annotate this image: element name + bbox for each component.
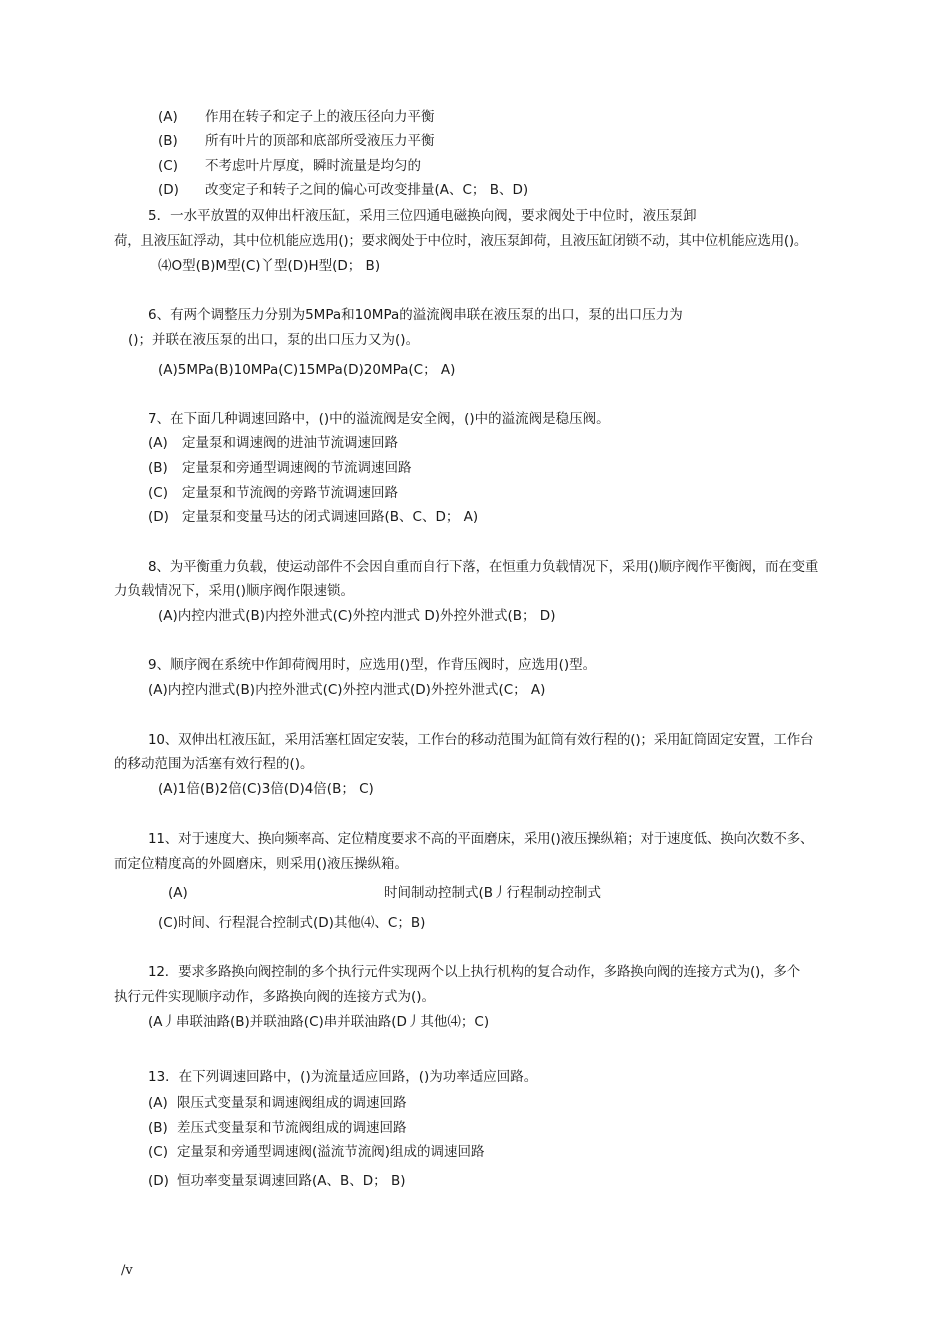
question-5-options: ⑷O型(B)M型(C)丫型(D)H型(D； B) — [158, 258, 381, 274]
option-label: (A) — [168, 885, 188, 901]
option-text: 差压式变量泵和节流阀组成的调速回路 — [177, 1120, 407, 1136]
option-label: (D) — [148, 1173, 169, 1189]
list-item — [148, 1119, 407, 1137]
question-7-text: 7、在下面几种调速回路中，()中的溢流阀是安全阀，()中的溢流阀是稳压阀。 — [148, 411, 610, 427]
question-8-text-cont: 力负载情况下，采用()顺序阀作限速锁。 — [114, 583, 355, 599]
list-item — [158, 132, 435, 150]
page-footer: /v — [121, 1263, 133, 1278]
list-item — [158, 157, 421, 175]
option-text: 时间制动控制式(B丿行程制动控制式 — [384, 885, 602, 901]
question-11-text: 11、对于速度大、换向频率高、定位精度要求不高的平面磨床，采用()液压操纵箱；对于速度低、换向次数不多、 — [148, 831, 814, 847]
option-label: (C) — [148, 485, 168, 501]
list-item — [148, 1143, 485, 1161]
question-13-text: 13．在下列调速回路中，()为流量适应回路，()为功率适应回路。 — [148, 1069, 538, 1085]
list-item — [148, 459, 412, 477]
option-text: 定量泵和旁通型调速阀(溢流节流阀)组成的调速回路 — [177, 1144, 485, 1160]
question-9-options: (A)内控内泄式(B)内控外泄式(C)外控内泄式(D)外控外泄式(C； A) — [148, 682, 546, 698]
list-item — [148, 508, 478, 526]
question-6-text-cont: ()；并联在液压泵的出口，泵的出口压力又为()。 — [128, 332, 420, 348]
option-text: 作用在转子和定子上的液压径向力平衡 — [205, 109, 435, 125]
question-8-text: 8、为平衡重力负载，使运动部件不会因自重而自行下落，在恒重力负载情况下，采用()顺序阀作平衡阀，而在变重 — [148, 559, 819, 575]
list-item — [148, 434, 398, 452]
list-item — [148, 484, 398, 502]
question-6-options: (A)5MPa(B)10MPa(C)15MPa(D)20MPa(C； A) — [158, 362, 456, 378]
option-label: (A) — [148, 1095, 168, 1111]
question-11-text-cont: 而定位精度高的外圆磨床，则采用()液压操纵箱。 — [114, 856, 409, 872]
question-5-text-cont: 荷，且液压缸浮动，其中位机能应选用()；要求阀处于中位时，液压泵卸荷，且液压缸闭锁不动，其中位机能应选用()。 — [114, 233, 808, 249]
question-10-options: (A)1倍(B)2倍(C)3倍(D)4倍(B； C) — [158, 781, 374, 797]
option-label: (C) — [148, 1144, 168, 1160]
list-item — [148, 1094, 407, 1112]
question-10-text-cont: 的移动范围为活塞有效行程的()。 — [114, 756, 314, 772]
list-item — [148, 1172, 405, 1190]
list-item — [168, 884, 601, 902]
option-label: (C) — [158, 158, 178, 174]
option-label: (A) — [158, 109, 178, 125]
option-text: 不考虑叶片厚度，瞬时流量是均匀的 — [205, 158, 421, 174]
option-label: (D) — [148, 509, 169, 525]
option-label: (B) — [158, 133, 178, 149]
option-text: 改变定子和转子之间的偏心可改变排量(A、C； B、D) — [205, 182, 529, 198]
option-text: 定量泵和节流阀的旁路节流调速回路 — [182, 485, 398, 501]
option-label: (B) — [148, 1120, 168, 1136]
question-9-text: 9、顺序阀在系统中作卸荷阀用时，应选用()型，作背压阀时，应选用()型。 — [148, 657, 597, 673]
option-text: 恒功率变量泵调速回路(A、B、D； B) — [177, 1173, 406, 1189]
list-item — [158, 181, 528, 199]
question-10-text: 10、双伸出杠液压缸，采用活塞杠固定安装，工作台的移动范围为缸筒有效行程的()；采用缸筒固定安置，工作台 — [148, 732, 814, 748]
question-8-options: (A)内控内泄式(B)内控外泄式(C)外控内泄式 D)外控外泄式(B； D) — [158, 608, 556, 624]
question-12-text-cont: 执行元件实现顺序动作，多路换向阀的连接方式为()。 — [114, 989, 436, 1005]
list-item — [158, 108, 435, 126]
option-label: (B) — [148, 460, 168, 476]
question-12-text: 12．要求多路换向阀控制的多个执行元件实现两个以上执行机构的复合动作，多路换向阀的连接方式为()，多个 — [148, 964, 801, 980]
question-6-text: 6、有两个调整压力分别为5MPa和10MPa的溢流阀串联在液压泵的出口，泵的出口压力为 — [148, 307, 683, 323]
option-label: (A) — [148, 435, 168, 451]
option-text: 定量泵和旁通型调速阀的节流调速回路 — [182, 460, 412, 476]
question-12-options: (A丿串联油路(B)并联油路(C)串并联油路(D丿其他⑷；C) — [148, 1014, 490, 1030]
option-text: 定量泵和变量马达的闭式调速回路(B、C、D； A) — [182, 509, 479, 525]
option-text: 限压式变量泵和调速阀组成的调速回路 — [177, 1095, 407, 1111]
option-text: 所有叶片的顶部和底部所受液压力平衡 — [205, 133, 435, 149]
option-label: (D) — [158, 182, 179, 198]
question-11-options: (C)时间、行程混合控制式(D)其他⑷、C；B) — [158, 915, 426, 931]
question-5-text: 5．一水平放置的双伸出杆液压缸，采用三位四通电磁换向阀，要求阀处于中位时，液压泵卸 — [148, 208, 697, 224]
option-text: 定量泵和调速阀的进油节流调速回路 — [182, 435, 398, 451]
